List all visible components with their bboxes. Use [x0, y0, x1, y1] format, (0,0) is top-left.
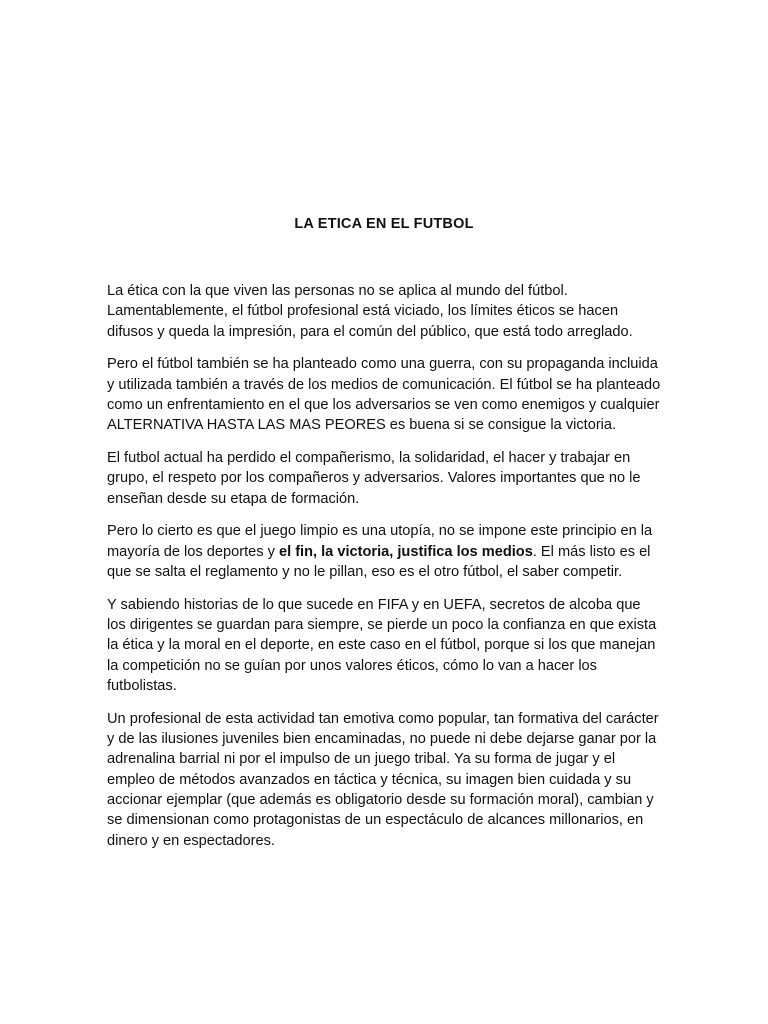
document-title: LA ETICA EN EL FUTBOL [294, 216, 474, 232]
paragraph-4-text-end: . El más listo es el que se salta el reglamento y no le pillan, eso es el otro fútbol, el saber competir. [107, 543, 651, 581]
paragraph-4-text-start: Pero lo cierto es que el juego limpio es una utopía, no se impone este principio en la mayoría de los deportes y [107, 523, 653, 560]
document-body [107, 281, 663, 863]
paragraph-4 [107, 521, 663, 582]
paragraph-1: La ética con la que viven las personas no se aplica al mundo del fútbol. Lamentablemente, el fútbol profesional está viciado, los límites éticos se hacen difusos y queda la impresión, para el común del público, que está todo arreglado. [107, 283, 633, 340]
paragraph-2: Pero el fútbol también se ha planteado como una guerra, con su propaganda incluida y utilizada también a través de los medios de comunicación. El fútbol se ha planteado como un enfrentamiento en el que los adversarios se ven como enemigos y cualquier ALTERNATIVA HASTA LAS MAS PEORES es buena si se consigue la victoria. [107, 356, 661, 434]
paragraph-3: El futbol actual ha perdido el compañerismo, la solidaridad, el hacer y trabajar en grupo, el respeto por los compañeros y adversarios. Valores importantes que no le enseñan desde su etapa de formación. [107, 450, 641, 507]
paragraph-5: Y sabiendo historias de lo que sucede en FIFA y en UEFA, secretos de alcoba que los dirigentes se guardan para siempre, se pierde un poco la confianza en que exista la ética y la moral en el deporte, en este caso en el fútbol, porque si los que manejan la competición no se guían por unos valores éticos, cómo lo van a hacer los futbolistas. [107, 596, 657, 695]
paragraph-6: Un profesional de esta actividad tan emotiva como popular, tan formativa del carácter y de las ilusiones juveniles bien encaminadas, no puede ni debe dejarse ganar por la adrenalina barrial ni por el impulso de un juego tribal. Ya su forma de jugar y el empleo de métodos avanzados en táctica y técnica, su imagen bien cuidada y su accionar ejemplar (que además es obligatorio desde su formación moral), cambian y se dimensionan como protagonistas de un espectáculo de alcances millonarios, en dinero y en espectadores. [107, 710, 659, 849]
paragraph-4-bold-phrase: el fin, la victoria, justifica los medios [278, 543, 533, 560]
